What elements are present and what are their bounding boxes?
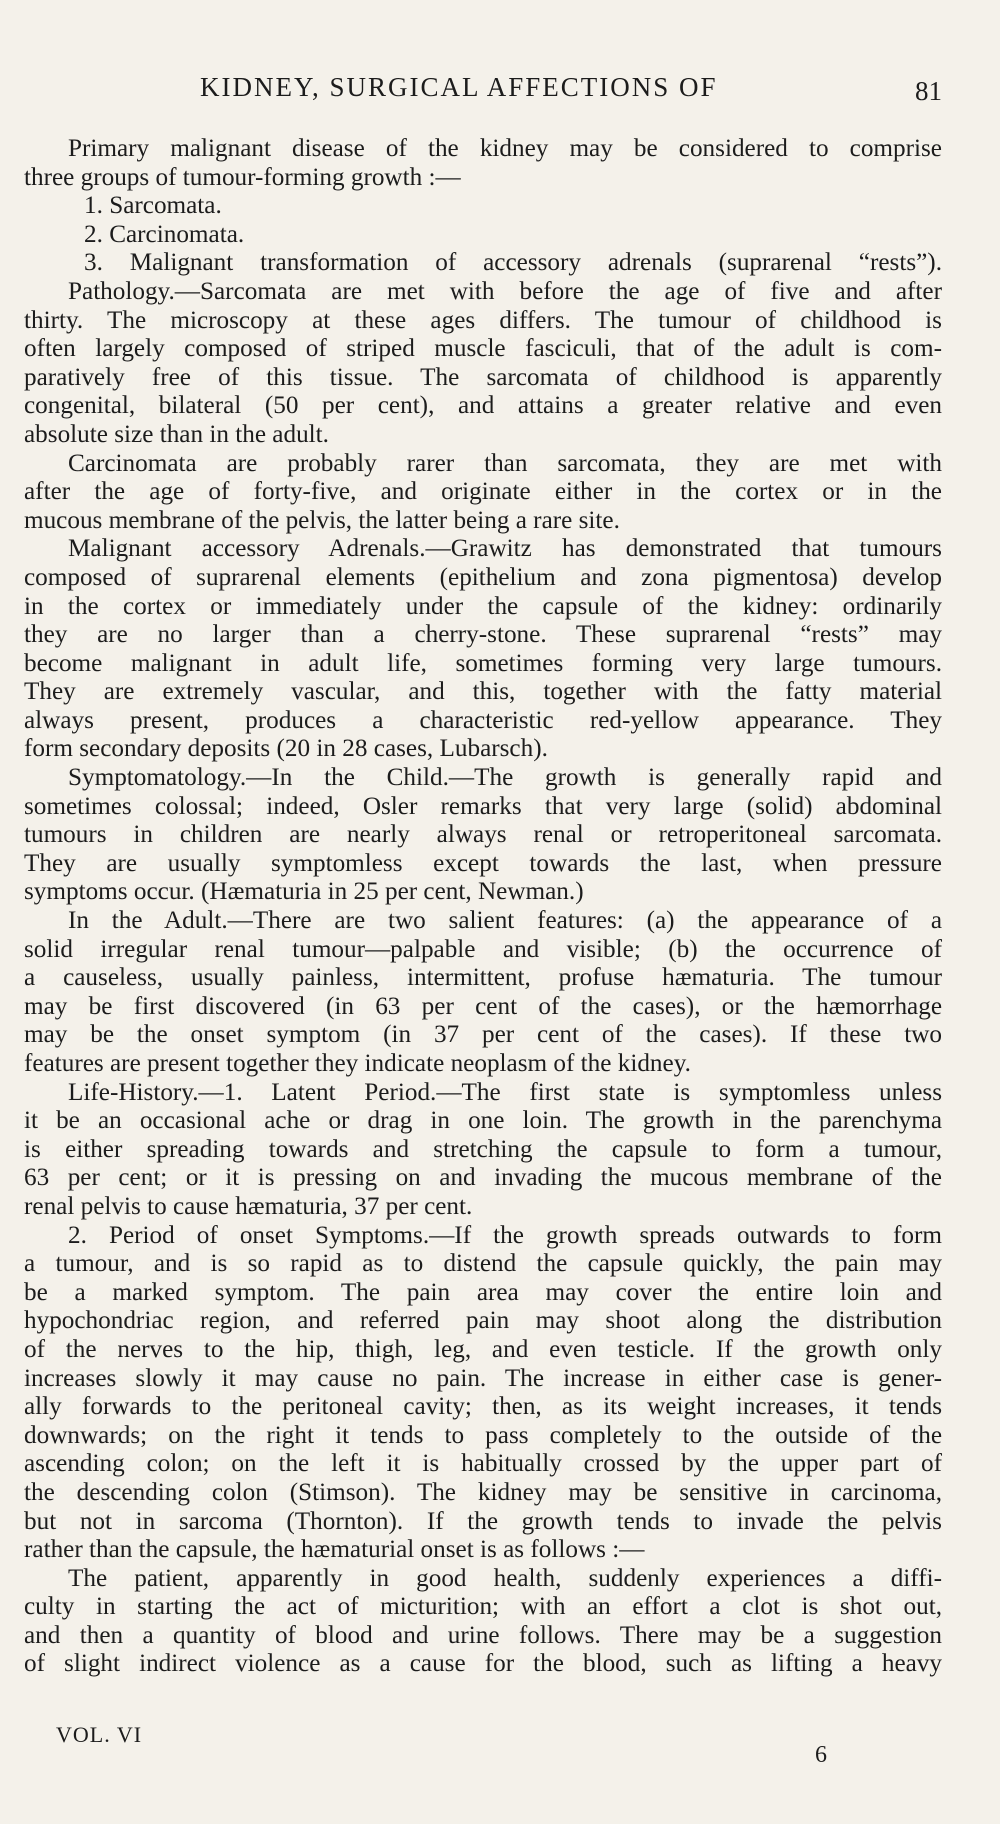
text-line: The patient, apparently in good health, suddenly experiences a diffi- <box>68 1564 942 1592</box>
running-title: KIDNEY, SURGICAL AFFECTIONS OF <box>200 72 718 102</box>
text-line: Pathology.—Sarcomata are met with before the age of five and after <box>68 277 942 305</box>
text-line: features are present together they indicate neoplasm of the kidney. <box>24 1050 691 1077</box>
text-line: 2. Period of onset Symptoms.—If the growth spreads outwards to form <box>68 1221 942 1249</box>
text-line: after the age of forty-five, and originate either in the cortex or in the <box>24 478 942 506</box>
text-line: hypochondriac region, and referred pain may shoot along the distribution <box>24 1307 942 1335</box>
text-line: They are extremely vascular, and this, together with the fatty material <box>24 678 942 706</box>
text-line: culty in starting the act of micturition; with an effort a clot is shot out, <box>24 1593 942 1621</box>
text-line: mucous membrane of the pelvis, the latter being a rare site. <box>24 506 620 534</box>
text-line: form secondary deposits (20 in 28 cases, Lubarsch). <box>24 735 548 763</box>
text-line: tumours in children are nearly always renal or retroperitoneal sarcomata. <box>24 821 942 849</box>
text-line: congenital, bilateral (50 per cent), and attains a greater relative and even <box>24 392 942 420</box>
text-line: paratively free of this tissue. The sarcomata of childhood is apparently <box>24 363 942 391</box>
text-line: but not in sarcoma (Thornton). If the growth tends to invade the pelvis <box>24 1507 942 1535</box>
text-line: of the nerves to the hip, thigh, leg, and even testicle. If the growth only <box>24 1335 942 1363</box>
text-line: increases slowly it may cause no pain. The increase in either case is gener- <box>24 1364 942 1392</box>
text-line: of slight indirect violence as a cause for the blood, such as lifting a heavy <box>24 1650 942 1678</box>
text-line: symptoms occur. (Hæmaturia in 25 per cent, Newman.) <box>24 878 584 906</box>
body-text <box>24 135 942 1679</box>
text-line: absolute size than in the adult. <box>24 420 329 448</box>
text-line: Malignant accessory Adrenals.—Grawitz has demonstrated that tumours <box>68 535 942 563</box>
text-line: In the Adult.—There are two salient features: (a) the appearance of a <box>68 907 942 935</box>
text-line: sometimes colossal; indeed, Osler remarks that very large (solid) abdominal <box>24 792 942 820</box>
text-line: renal pelvis to cause hæmaturia, 37 per cent. <box>24 1192 473 1220</box>
text-line: and then a quantity of blood and urine follows. There may be a suggestion <box>24 1621 942 1649</box>
text-line: composed of suprarenal elements (epithelium and zona pigmentosa) develop <box>24 563 942 591</box>
text-line: 63 per cent; or it is pressing on and invading the mucous membrane of the <box>24 1164 942 1192</box>
text-line: the descending colon (Stimson). The kidney may be sensitive in carcinoma, <box>24 1478 942 1506</box>
text-line: in the cortex or immediately under the capsule of the kidney: ordinarily <box>24 592 942 620</box>
text-line: become malignant in adult life, sometimes forming very large tumours. <box>24 649 942 677</box>
text-line: 3. Malignant transformation of accessory adrenals (suprarenal “rests”). <box>84 249 942 277</box>
text-line: Life-History.—1. Latent Period.—The first state is symptomless unless <box>68 1078 942 1106</box>
text-line: it be an occasional ache or drag in one loin. The growth in the parenchyma <box>24 1107 942 1135</box>
text-line: Primary malignant disease of the kidney may be considered to comprise <box>68 135 942 162</box>
text-line: they are no larger than a cherry-stone. These suprarenal “rests” may <box>24 621 942 649</box>
text-line: always present, produces a characteristic red-yellow appearance. They <box>24 706 942 734</box>
text-line: a causeless, usually painless, intermittent, profuse hæmaturia. The tumour <box>24 964 942 992</box>
text-line: is either spreading towards and stretching the capsule to form a tumour, <box>24 1135 942 1163</box>
volume-label: VOL. VI <box>56 1722 143 1747</box>
text-line: downwards; on the right it tends to pass completely to the outside of the <box>24 1421 942 1449</box>
text-line: ally forwards to the peritoneal cavity; then, as its weight increases, it tends <box>24 1393 942 1421</box>
text-line: may be the onset symptom (in 37 per cent of the cases). If these two <box>24 1021 942 1049</box>
text-line: solid irregular renal tumour—palpable and visible; (b) the occurrence of <box>24 935 942 963</box>
text-line: rather than the capsule, the hæmaturial onset is as follows :— <box>24 1536 645 1564</box>
text-line: 2. Carcinomata. <box>84 220 245 248</box>
page-number: 81 <box>915 76 942 106</box>
signature-mark: 6 <box>815 1742 827 1768</box>
text-line: 1. Sarcomata. <box>84 192 222 220</box>
text-line: Symptomatology.—In the Child.—The growth is generally rapid and <box>68 764 942 792</box>
text-line: thirty. The microscopy at these ages differs. The tumour of childhood is <box>24 306 942 334</box>
text-line: be a marked symptom. The pain area may cover the entire loin and <box>24 1278 942 1306</box>
text-line: three groups of tumour-forming growth :— <box>24 163 461 191</box>
text-line: Carcinomata are probably rarer than sarcomata, they are met with <box>68 449 942 477</box>
text-line: They are usually symptomless except towards the last, when pressure <box>24 849 942 877</box>
text-line: may be first discovered (in 63 per cent of the cases), or the hæmorrhage <box>24 992 942 1020</box>
page-header <box>0 72 1000 112</box>
page-footer <box>0 1722 1000 1782</box>
text-line: a tumour, and is so rapid as to distend the capsule quickly, the pain may <box>24 1250 942 1278</box>
text-line: ascending colon; on the left it is habitually crossed by the upper part of <box>24 1450 942 1478</box>
text-line: often largely composed of striped muscle fasciculi, that of the adult is com- <box>24 335 942 363</box>
